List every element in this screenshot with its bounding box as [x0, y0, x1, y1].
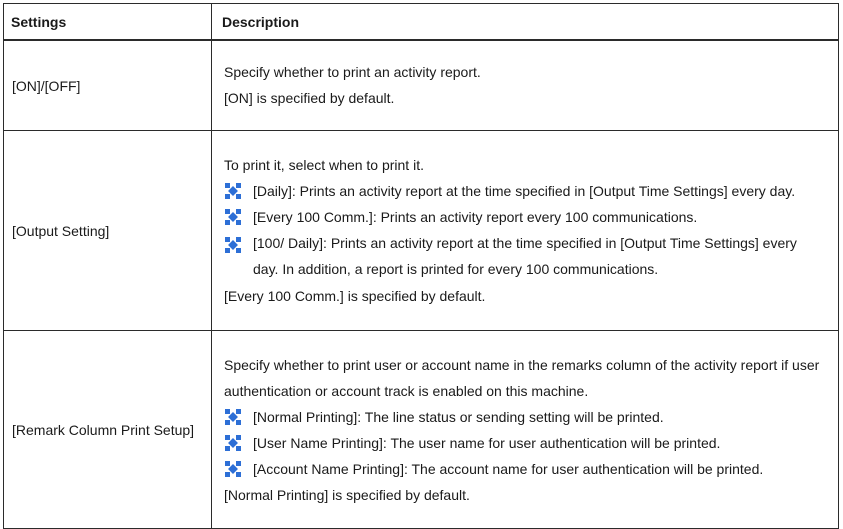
setting-name: [Output Setting]	[4, 131, 212, 331]
bullet-text: [Daily]: Prints an activity report at the time specified in [Output Time Settings] every day.	[253, 182, 796, 199]
header-description: Description	[212, 4, 839, 41]
blue-diamond-bullet-icon	[225, 209, 241, 225]
setting-name: [Remark Column Print Setup]	[4, 331, 212, 529]
bullet-item	[224, 409, 826, 426]
default-note: [Every 100 Comm.] is specified by default.	[224, 287, 486, 304]
description-cell	[212, 331, 839, 529]
bullet-item	[224, 230, 826, 282]
bullet-text: [Normal Printing]: The line status or sending setting will be printed.	[253, 408, 664, 425]
bullet-item	[224, 183, 826, 200]
bullet-item	[224, 209, 826, 226]
table-row	[4, 131, 839, 331]
bullet-text: [User Name Printing]: The user name for user authentication will be printed.	[253, 434, 721, 451]
setting-name: [ON]/[OFF]	[4, 40, 212, 131]
blue-diamond-bullet-icon	[225, 461, 241, 477]
bullet-text: [100/ Daily]: Prints an activity report at the time specified in [Output Time Settings] every day. In addition, a report is printed for every 100 communications.	[253, 234, 797, 277]
table-row	[4, 40, 839, 131]
bullet-item	[224, 435, 826, 452]
description-intro: To print it, select when to print it.	[224, 156, 424, 173]
blue-diamond-bullet-icon	[225, 235, 241, 251]
description-cell	[212, 131, 839, 331]
description-intro: Specify whether to print user or account name in the remarks column of the activity report if user authentication or account track is enabled on this machine.	[224, 356, 820, 399]
default-note: [ON] is specified by default.	[224, 90, 395, 106]
default-note: [Normal Printing] is specified by default.	[224, 486, 470, 503]
blue-diamond-bullet-icon	[225, 435, 241, 451]
blue-diamond-bullet-icon	[225, 183, 241, 199]
settings-table	[3, 3, 839, 529]
table-row	[4, 331, 839, 529]
blue-diamond-bullet-icon	[225, 409, 241, 425]
bullet-item	[224, 461, 826, 478]
bullet-text: [Account Name Printing]: The account name for user authentication will be printed.	[253, 460, 764, 477]
table-header-row	[4, 4, 839, 41]
description-line: Specify whether to print an activity report.	[224, 64, 481, 80]
description-cell	[212, 40, 839, 131]
header-settings: Settings	[4, 4, 212, 41]
bullet-text: [Every 100 Comm.]: Prints an activity report every 100 communications.	[253, 208, 698, 225]
